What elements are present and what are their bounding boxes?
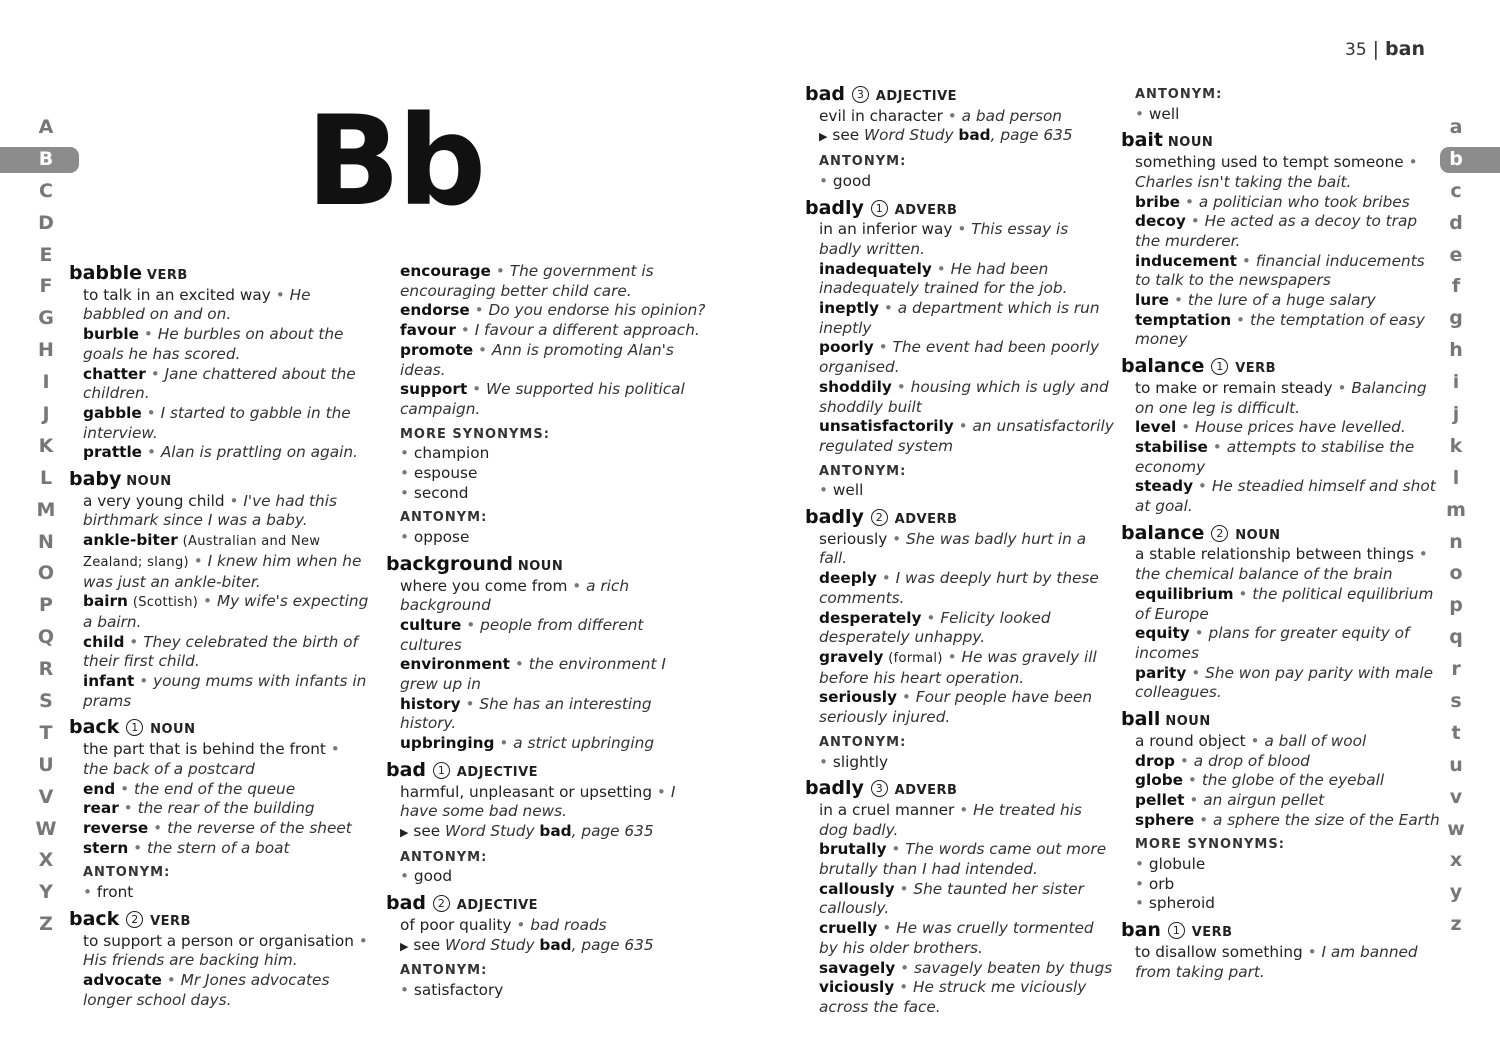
letter-tab[interactable]: W — [35, 817, 57, 840]
section-letter: Bb — [306, 90, 484, 234]
synonym: cruelly — [819, 919, 878, 938]
example: the globe of the eyeball — [1201, 771, 1385, 790]
synonym: steady — [1135, 477, 1194, 496]
example: He babbled on and on. — [83, 285, 311, 324]
definition: of poor quality — [400, 915, 512, 934]
headword: badly — [805, 777, 864, 800]
example: He acted as a decoy to trap the murderer. — [1135, 212, 1418, 250]
entry-badly-3: badly 3 ADVERB in a cruel manner • He treated his dog badly. brutally • The words came out more brutally than I had intended. callously • She taunted her sister callously. cruelly • He was cruelly tormented by his older brothers. savagely • savagely beaten by thugs viciously • He struck me viciously across the face. — [805, 777, 1113, 1016]
headword: ball — [1121, 708, 1161, 731]
example: young mums with infants in prams — [83, 672, 367, 710]
example: Mr Jones advocates longer school days. — [83, 970, 330, 1009]
letter-tabs-left — [16, 112, 76, 941]
synonym: bribe — [1135, 192, 1181, 211]
letter-tab[interactable]: S — [39, 690, 53, 713]
letter-tab[interactable]: w — [1447, 817, 1465, 840]
synonym: prattle — [83, 443, 143, 462]
letter-tab[interactable]: N — [38, 530, 54, 553]
sense-number: 1 — [126, 719, 143, 736]
synonym: encourage — [400, 262, 491, 280]
antonym-label: ANTONYM: — [400, 510, 488, 526]
example: an airgun pellet — [1203, 790, 1325, 809]
letter-tab[interactable]: H — [38, 339, 54, 362]
entry-bad-2: bad 2 ADJECTIVE of poor quality • bad roads ▶ see Word Study bad, page 635 ANTONYM: • satisfactory — [386, 892, 706, 1001]
cross-reference[interactable]: ▶ see Word Study bad, page 635 — [819, 126, 1073, 145]
antonym-label: ANTONYM: — [819, 154, 907, 170]
letter-tab[interactable]: E — [39, 243, 53, 266]
synonym: infant — [83, 672, 135, 691]
example: He was gravely ill before his heart operation. — [819, 647, 1097, 687]
entry-bait: bait NOUN something used to tempt someone • Charles isn't taking the bait. bribe • a politician who took bribes decoy • He acted as a decoy to trap the murderer. inducement • financial inducements to talk to the newspapers lure • the lure of a huge salary temptation • the temptation of easy money — [1121, 129, 1425, 349]
synonym: reverse — [83, 818, 149, 837]
sense-number: 2 — [433, 895, 450, 912]
headword: baby — [69, 468, 122, 491]
definition: where you come from — [400, 576, 568, 595]
synonym: support — [400, 380, 468, 399]
synonym: advocate — [83, 970, 162, 989]
arrow-right-icon: ▶ — [819, 130, 828, 144]
example: Felicity looked desperately unhappy. — [819, 608, 1051, 647]
part-of-speech: ADJECTIVE — [875, 89, 958, 104]
synonym: shoddily — [819, 377, 892, 396]
example: I have some bad news. — [400, 782, 676, 821]
example: She won pay parity with male colleagues. — [1135, 663, 1434, 702]
example: I favour a different approach. — [474, 321, 700, 340]
column-2 — [386, 262, 706, 1006]
example: Balancing on one leg is difficult. — [1135, 378, 1427, 417]
headword: bad — [386, 892, 427, 915]
synonym: environment — [400, 655, 510, 674]
antonym: slightly — [832, 752, 889, 771]
more-synonym: spheroid — [1148, 894, 1215, 913]
example: He had been inadequately trained for the job. — [819, 259, 1068, 298]
example: a bad person — [961, 106, 1062, 125]
antonym-label: ANTONYM: — [819, 734, 907, 750]
letter-tab[interactable]: m — [1446, 498, 1466, 521]
headword: ban — [1121, 919, 1161, 942]
example: House prices have levelled. — [1195, 418, 1406, 437]
entry-badly-1: badly 1 ADVERB in an inferior way • This essay is badly written. inadequately • He had been inadequately trained for the job. ineptly • a department which is run ineptly poorly • The event had been poorly organised. shoddily • housing which is ugly and shoddily built unsatisfactorily • an unsatisfactorily regulated system ANTONYM: • well — [805, 196, 1114, 500]
part-of-speech: VERB — [1235, 361, 1277, 377]
letter-tab[interactable]: C — [39, 179, 53, 202]
entry-back-2: back 2 VERB to support a person or organisation • His friends are backing him. advocate • Mr Jones advocates longer school days. — [69, 907, 368, 1009]
letter-tab[interactable]: V — [38, 785, 54, 808]
entry-baby: baby NOUN a very young child • I've had this birthmark since I was a baby. ankle-biter (Australian and New Zealand; slang) • I knew him when he was just an ankle-biter. bairn (Scottish) • My wife's expecting a bairn. child • They celebrated the birth of their first child. infant • young mums with infants in prams — [69, 468, 369, 710]
entry-babble: babble VERB to talk in an excited way • He babbled on and on. burble • He burbles on about the goals he has scored. chatter • Jane chattered about the children. gabble • I started to gabble in the interview. prattle • Alan is prattling on again. — [69, 262, 358, 462]
synonym: gravely — [819, 647, 884, 666]
example: Four people have been seriously injured. — [819, 688, 1093, 727]
letter-tab[interactable]: c — [1450, 179, 1462, 202]
synonym: culture — [400, 615, 462, 634]
letter-tab[interactable]: y — [1449, 881, 1463, 904]
synonym: end — [83, 779, 116, 798]
entry-balance-1: balance 1 VERB to make or remain steady • Balancing on one leg is difficult. level • House prices have levelled. stabilise • attempts to stabilise the economy steady • He steadied himself and shot at goal. — [1121, 355, 1436, 516]
example: a strict upbringing — [513, 734, 655, 753]
letter-tab[interactable]: X — [38, 849, 54, 872]
example: They celebrated the birth of their first child. — [83, 632, 358, 671]
definition: evil in character — [819, 106, 943, 125]
synonym: stern — [83, 838, 129, 857]
more-synonym: globule — [1148, 855, 1206, 874]
running-head: 35 | ban — [1345, 38, 1425, 60]
definition: seriously — [819, 529, 888, 548]
column-3 — [805, 83, 1115, 1023]
letter-tab[interactable]: D — [38, 211, 54, 234]
definition: to disallow something — [1135, 942, 1303, 961]
definition: a very young child — [83, 491, 225, 510]
synonym: temptation — [1135, 310, 1232, 329]
register-label: (Australian and New Zealand; slang) — [83, 534, 321, 570]
more-synonym: second — [413, 483, 469, 502]
arrow-right-icon: ▶ — [400, 939, 409, 953]
example: I've had this birthmark since I was a baby. — [83, 491, 337, 530]
antonym: front — [96, 883, 134, 902]
headword: badly — [805, 506, 864, 529]
example: This essay is badly written. — [819, 220, 1069, 258]
entry-ban-1: ban 1 VERB to disallow something • I am banned from taking part. — [1121, 919, 1418, 981]
synonym: endorse — [400, 301, 470, 320]
headword: badly — [805, 196, 864, 219]
synonym: pellet — [1135, 790, 1185, 809]
example: the temptation of easy money — [1135, 310, 1425, 349]
synonym: decoy — [1135, 212, 1186, 231]
part-of-speech: VERB — [1191, 925, 1233, 941]
example: a department which is run ineptly — [819, 299, 1100, 337]
letter-tab[interactable]: p — [1449, 594, 1463, 617]
example: savagely beaten by thugs — [914, 958, 1113, 977]
synonym: callously — [819, 879, 895, 898]
synonym: favour — [400, 321, 456, 340]
synonym: globe — [1135, 771, 1184, 790]
cross-reference[interactable]: ▶ see Word Study bad, page 635 — [400, 935, 654, 954]
letter-tab[interactable]: z — [1450, 913, 1462, 936]
headword: balance — [1121, 521, 1205, 544]
part-of-speech: ADVERB — [894, 202, 958, 218]
example: He struck me viciously across the face. — [819, 978, 1087, 1016]
letter-tab[interactable]: f — [1451, 275, 1461, 298]
example: a drop of blood — [1193, 751, 1310, 770]
example: I am banned from taking part. — [1135, 942, 1418, 981]
letter-tab[interactable]: K — [38, 434, 54, 457]
example: Do you endorse his opinion? — [488, 301, 706, 320]
letter-tab[interactable]: Y — [39, 881, 53, 904]
sense-number: 1 — [1168, 922, 1185, 939]
cross-reference[interactable]: ▶ see Word Study bad, page 635 — [400, 821, 654, 840]
example: I started to gabble in the interview. — [83, 403, 351, 442]
example: She was badly hurt in a fall. — [819, 529, 1087, 568]
synonym: desperately — [819, 608, 922, 627]
headword: bad — [386, 758, 427, 781]
part-of-speech: NOUN — [1167, 135, 1214, 151]
example: the reverse of the sheet — [167, 818, 352, 837]
letter-tab[interactable]: a — [1449, 116, 1463, 138]
letter-tab[interactable]: u — [1449, 753, 1463, 776]
synonym: equity — [1135, 624, 1190, 643]
letter-tab[interactable]: i — [1452, 371, 1460, 394]
example: We supported his political campaign. — [400, 380, 685, 418]
example: Alan is prattling on again. — [160, 443, 358, 462]
part-of-speech: VERB — [150, 913, 191, 929]
part-of-speech: NOUN — [1165, 714, 1211, 730]
letter-tab[interactable]: g — [1449, 307, 1463, 330]
example: I was deeply hurt by these comments. — [819, 569, 1099, 607]
part-of-speech: ADVERB — [894, 783, 958, 799]
antonym-label: ANTONYM: — [400, 963, 488, 979]
column-4 — [1121, 80, 1441, 987]
letter-tab[interactable]: F — [39, 275, 53, 298]
example: a politician who took bribes — [1198, 192, 1410, 211]
example: attempts to stabilise the economy — [1135, 437, 1415, 476]
entry-back-1: back 1 NOUN the part that is behind the front • the back of a postcard end • the end of the queue rear • the rear of the building reverse • the reverse of the sheet stern • the stern of a boat ANTONYM: • front — [69, 716, 369, 902]
synonym: ankle-biter — [83, 531, 178, 550]
example: Charles isn't taking the bait. — [1135, 172, 1352, 191]
letter-tab[interactable]: A — [38, 116, 54, 138]
example: He steadied himself and shot at goal. — [1135, 477, 1436, 516]
synonym: unsatisfactorily — [819, 417, 954, 436]
entry-badly-2: badly 2 ADVERB seriously • She was badly hurt in a fall. deeply • I was deeply hurt by these comments. desperately • Felicity looked desperately unhappy. gravely (formal) • He was gravely ill before his heart operation. seriously • Four people have been seriously injured. ANTONYM: • slightly — [805, 506, 1115, 772]
letter-tab[interactable]: h — [1449, 339, 1463, 362]
synonym: history — [400, 694, 461, 713]
letter-tab[interactable]: k — [1449, 434, 1463, 457]
synonym: inadequately — [819, 259, 932, 278]
letter-tab[interactable]: P — [39, 594, 53, 617]
sense-number: 3 — [871, 780, 888, 797]
letter-tab[interactable]: T — [39, 721, 53, 744]
part-of-speech: ADVERB — [894, 512, 958, 528]
headword: background — [386, 552, 513, 575]
more-synonym: orb — [1148, 874, 1175, 893]
synonym: deeply — [819, 569, 877, 588]
example: His friends are backing him. — [83, 951, 298, 970]
letter-tab[interactable]: G — [38, 307, 54, 330]
sense-number: 2 — [1211, 525, 1228, 542]
synonym: child — [83, 632, 125, 651]
antonym-label: ANTONYM: — [400, 849, 488, 865]
headword: bad — [805, 83, 846, 105]
part-of-speech: ADJECTIVE — [456, 764, 539, 780]
synonym: parity — [1135, 663, 1187, 682]
part-of-speech: NOUN — [517, 558, 564, 574]
definition: to make or remain steady — [1135, 378, 1333, 397]
headword: bait — [1121, 129, 1164, 152]
part-of-speech: NOUN — [1235, 527, 1281, 543]
letter-tab[interactable]: r — [1451, 658, 1461, 681]
definition: to support a person or organisation — [83, 931, 354, 950]
example: The words came out more brutally than I had intended. — [819, 840, 1107, 879]
example: the environment I grew up in — [400, 655, 666, 694]
arrow-right-icon: ▶ — [400, 825, 409, 839]
more-synonym: champion — [413, 444, 490, 463]
example: an unsatisfactorily regulated system — [819, 417, 1114, 455]
example: the end of the queue — [134, 779, 296, 798]
letter-tab[interactable]: n — [1449, 530, 1463, 553]
synonym: bairn — [83, 592, 128, 611]
example: the lure of a huge salary — [1187, 291, 1376, 310]
more-synonyms-label: MORE SYNONYMS: — [400, 426, 550, 442]
example: She has an interesting history. — [400, 694, 652, 733]
definition: the part that is behind the front — [83, 740, 326, 759]
example: He treated his dog badly. — [819, 800, 1082, 839]
sense-number: 1 — [871, 200, 888, 217]
letter-tab[interactable]: O — [37, 562, 55, 585]
synonym: level — [1135, 418, 1177, 437]
part-of-speech: VERB — [146, 268, 188, 283]
register-label: (formal) — [888, 650, 943, 666]
antonym-label: ANTONYM: — [819, 463, 907, 479]
letter-tab[interactable]: U — [38, 753, 54, 776]
example: a rich background — [400, 576, 630, 615]
example: the back of a postcard — [83, 759, 255, 778]
example: She taunted her sister callously. — [819, 879, 1084, 918]
synonym: promote — [400, 340, 474, 359]
synonym: rear — [83, 799, 119, 818]
antonym: well — [832, 481, 864, 500]
synonym: savagely — [819, 958, 896, 977]
example: housing which is ugly and shoddily built — [819, 377, 1109, 416]
definition: in a cruel manner — [819, 800, 955, 819]
part-of-speech: NOUN — [126, 474, 172, 490]
running-word: ban — [1385, 38, 1425, 60]
example: people from different cultures — [400, 615, 644, 654]
letter-tab[interactable]: e — [1449, 243, 1463, 266]
entry-bad-1: bad 1 ADJECTIVE harmful, unpleasant or upsetting • I have some bad news. ▶ see Word Study bad, page 635 ANTONYM: • good — [386, 759, 706, 887]
right-page — [750, 0, 1500, 1049]
sense-number: 3 — [852, 86, 869, 103]
letter-tab[interactable]: Q — [37, 626, 55, 649]
register-label: (Scottish) — [132, 595, 199, 611]
example: bad roads — [530, 915, 607, 934]
example: He burbles on about the goals he has scored. — [83, 325, 344, 363]
example: I knew him when he was just an ankle-biter. — [83, 551, 362, 591]
headword: back — [69, 716, 120, 739]
synonym: sphere — [1135, 810, 1195, 829]
example: the political equilibrium of Europe — [1135, 584, 1434, 623]
example: the rear of the building — [137, 799, 315, 818]
sense-number: 2 — [871, 509, 888, 526]
definition: a round object — [1135, 731, 1246, 750]
example: Ann is promoting Alan's ideas. — [400, 340, 674, 379]
letter-tab[interactable]: o — [1449, 562, 1463, 585]
entry-background: background NOUN where you come from • a rich background culture • people from different cultures environment • the environment I grew up in history • She has an interesting history. upbringing • a strict upbringing — [386, 552, 666, 753]
example: the chemical balance of the brain — [1135, 565, 1393, 584]
synonym: equilibrium — [1135, 584, 1234, 603]
synonym: ineptly — [819, 299, 879, 318]
example: The event had been poorly organised. — [819, 338, 1100, 377]
letter-tab[interactable]: l — [1452, 466, 1460, 489]
letter-tab[interactable]: Z — [39, 913, 53, 936]
synonym: upbringing — [400, 734, 495, 753]
definition: harmful, unpleasant or upsetting — [400, 782, 653, 801]
letter-tab[interactable]: t — [1451, 721, 1461, 744]
example: The government is encouraging better child care. — [400, 262, 654, 300]
letter-tab[interactable]: I — [42, 371, 50, 394]
letter-tab[interactable]: v — [1449, 785, 1463, 808]
definition: a stable relationship between things — [1135, 545, 1414, 564]
synonym: brutally — [819, 840, 887, 859]
synonym: drop — [1135, 751, 1175, 770]
synonym: burble — [83, 325, 139, 344]
entry-back-2-cont: encourage • The government is encouraging better child care. endorse • Do you endorse his opinion? favour • I favour a different approach. promote • Ann is promoting Alan's ideas. support • We supported his political campaign. MORE SYNONYMS: • champion • espouse • second ANTONYM: • oppose — [386, 262, 706, 548]
letter-tab-active[interactable]: b — [1449, 147, 1463, 170]
entry-ball: ball NOUN a round object • a ball of wool drop • a drop of blood globe • the globe of the eyeball pellet • an airgun pellet sphere • a sphere the size of the Earth MORE SYNONYMS: • globule • orb • spheroid — [1121, 708, 1440, 913]
definition: to talk in an excited way — [83, 285, 271, 304]
example: financial inducements to talk to the newspapers — [1135, 251, 1425, 290]
antonym: oppose — [413, 528, 470, 547]
letter-tab[interactable]: s — [1450, 690, 1462, 713]
letter-tab[interactable]: J — [42, 403, 50, 426]
synonym: stabilise — [1135, 437, 1208, 456]
entry-bad-3: bad 3 ADJECTIVE evil in character • a bad person ▶ see Word Study bad, page 635 ANTONYM: • good — [805, 83, 1115, 192]
antonym: satisfactory — [413, 980, 504, 999]
entry-badly-3-cont: ANTONYM: • well — [1121, 85, 1441, 124]
synonym: seriously — [819, 688, 897, 707]
antonym: good — [832, 171, 872, 190]
letter-tab[interactable]: d — [1449, 211, 1463, 234]
synonym: gabble — [83, 403, 142, 422]
more-synonym: espouse — [413, 464, 478, 483]
antonym-label: ANTONYM: — [83, 865, 171, 881]
example: Jane chattered about the children. — [83, 364, 356, 403]
synonym: lure — [1135, 291, 1170, 310]
example: a ball of wool — [1264, 731, 1367, 750]
synonym: inducement — [1135, 251, 1237, 270]
definition: in an inferior way — [819, 220, 953, 239]
column-1 — [69, 262, 369, 1015]
definition: something used to tempt someone — [1135, 153, 1404, 172]
part-of-speech: ADJECTIVE — [456, 898, 539, 914]
example: the stern of a boat — [147, 838, 290, 857]
synonym: viciously — [819, 978, 895, 997]
antonym-label: ANTONYM: — [1135, 87, 1223, 102]
letter-tab[interactable]: q — [1449, 626, 1463, 649]
headword: back — [69, 907, 120, 930]
letter-tab[interactable]: L — [39, 466, 53, 489]
letter-tab[interactable]: R — [38, 658, 54, 681]
example: plans for greater equity of incomes — [1135, 624, 1410, 662]
synonym: chatter — [83, 364, 146, 383]
headword: balance — [1121, 355, 1205, 378]
more-synonyms-label: MORE SYNONYMS: — [1135, 837, 1285, 853]
antonym: well — [1148, 104, 1180, 123]
synonym: poorly — [819, 338, 874, 357]
letter-tab[interactable]: x — [1449, 849, 1463, 872]
sense-number: 2 — [126, 911, 143, 928]
page-number: 35 — [1345, 40, 1367, 60]
part-of-speech: NOUN — [150, 722, 196, 738]
letter-tab-active[interactable]: B — [38, 147, 54, 170]
antonym: good — [413, 867, 453, 886]
example: a sphere the size of the Earth — [1213, 810, 1440, 829]
example: He was cruelly tormented by his older brothers. — [819, 919, 1094, 957]
headword: babble — [69, 262, 143, 284]
letter-tab[interactable]: j — [1452, 403, 1460, 426]
example: My wife's expecting a bairn. — [83, 592, 369, 631]
entry-balance-2: balance 2 NOUN a stable relationship between things • the chemical balance of the brain equilibrium • the political equilibrium of Europe equity • plans for greater equity of incomes parity • She won pay parity with male colleagues. — [1121, 521, 1434, 702]
letter-tab[interactable]: M — [36, 498, 56, 521]
sense-number: 1 — [1211, 358, 1228, 375]
sense-number: 1 — [433, 762, 450, 779]
